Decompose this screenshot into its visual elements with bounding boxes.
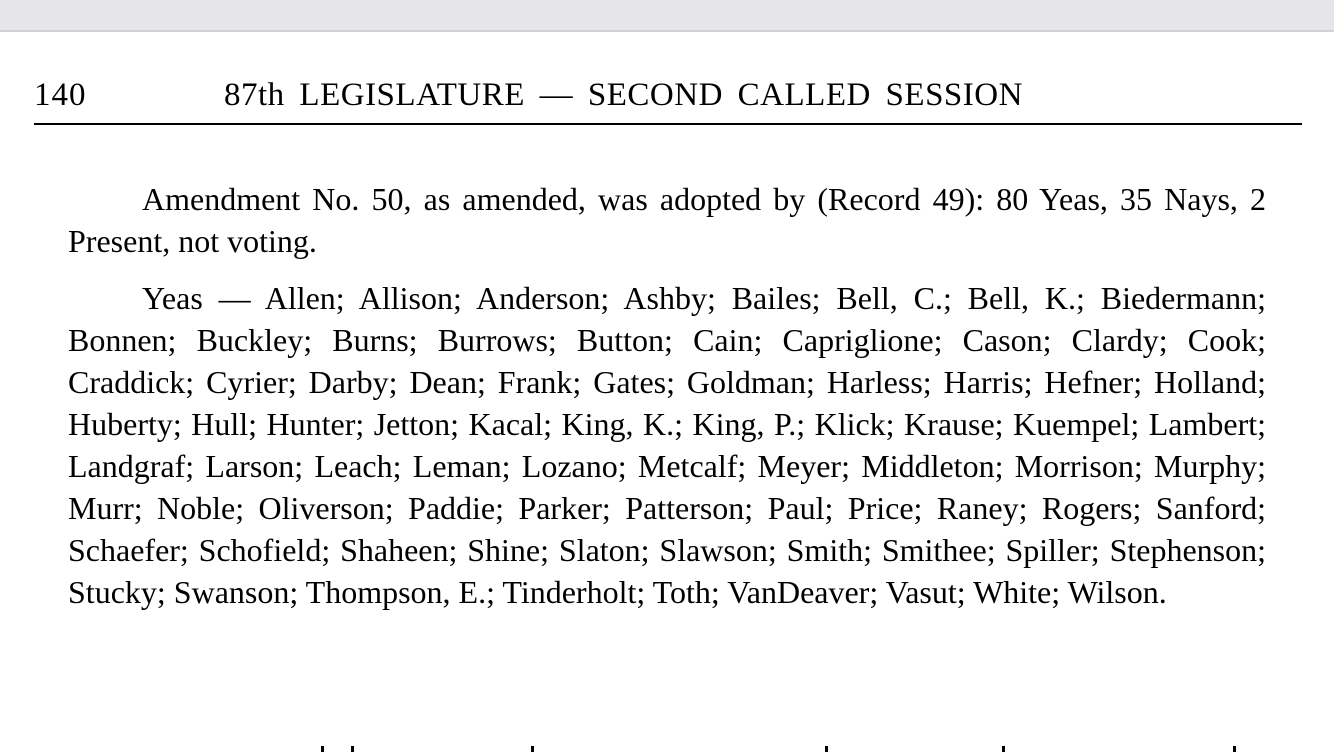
glyph-fragment bbox=[1002, 746, 1005, 752]
session-title: 87th LEGISLATURE — SECOND CALLED SESSION bbox=[224, 77, 1023, 113]
cut-off-text-line bbox=[68, 713, 1266, 753]
amendment-result-paragraph: Amendment No. 50, as amended, was adopted by (Record 49): 80 Yeas, 35 Nays, 2 Present, not voting. bbox=[68, 181, 1266, 259]
journal-body bbox=[68, 178, 1266, 628]
viewer-toolbar bbox=[0, 0, 1334, 32]
glyph-fragment bbox=[531, 746, 534, 752]
glyph-fragment bbox=[825, 746, 828, 752]
glyph-fragment bbox=[1233, 746, 1236, 752]
yeas-paragraph: Yeas — Allen; Allison; Anderson; Ashby; Bailes; Bell, C.; Bell, K.; Biedermann; Bonnen; Buckley; Burns; Burrows; Button; Cain; Capriglione; Cason; Clardy; Cook; Craddick; Cyrier; Darby; Dean; Frank; Gates; Goldman; Harless; Harris; Hefner; Holland; Huberty; Hull; Hunter; Jetton; Kacal; King, K.; King, P.; Klick; Krause; Kuempel; Lambert; Landgraf; Larson; Leach; Leman; Lozano; Metcalf; Meyer; Middleton; Morrison; Murphy; Murr; Noble; Oliverson; Paddie; Parker; Patterson; Paul; Price; Raney; Rogers; Sanford; Schaefer; Schofield; Shaheen; Shine; Slaton; Slawson; Smith; Smithee; Spiller; Stephenson; Stucky; Swanson; Thompson, E.; Tinderholt; Toth; VanDeaver; Vasut; White; Wilson. bbox=[68, 280, 1266, 610]
running-header bbox=[34, 77, 1302, 125]
page-number: 140 bbox=[34, 77, 87, 113]
glyph-fragment bbox=[351, 746, 354, 752]
glyph-fragment bbox=[321, 746, 324, 752]
